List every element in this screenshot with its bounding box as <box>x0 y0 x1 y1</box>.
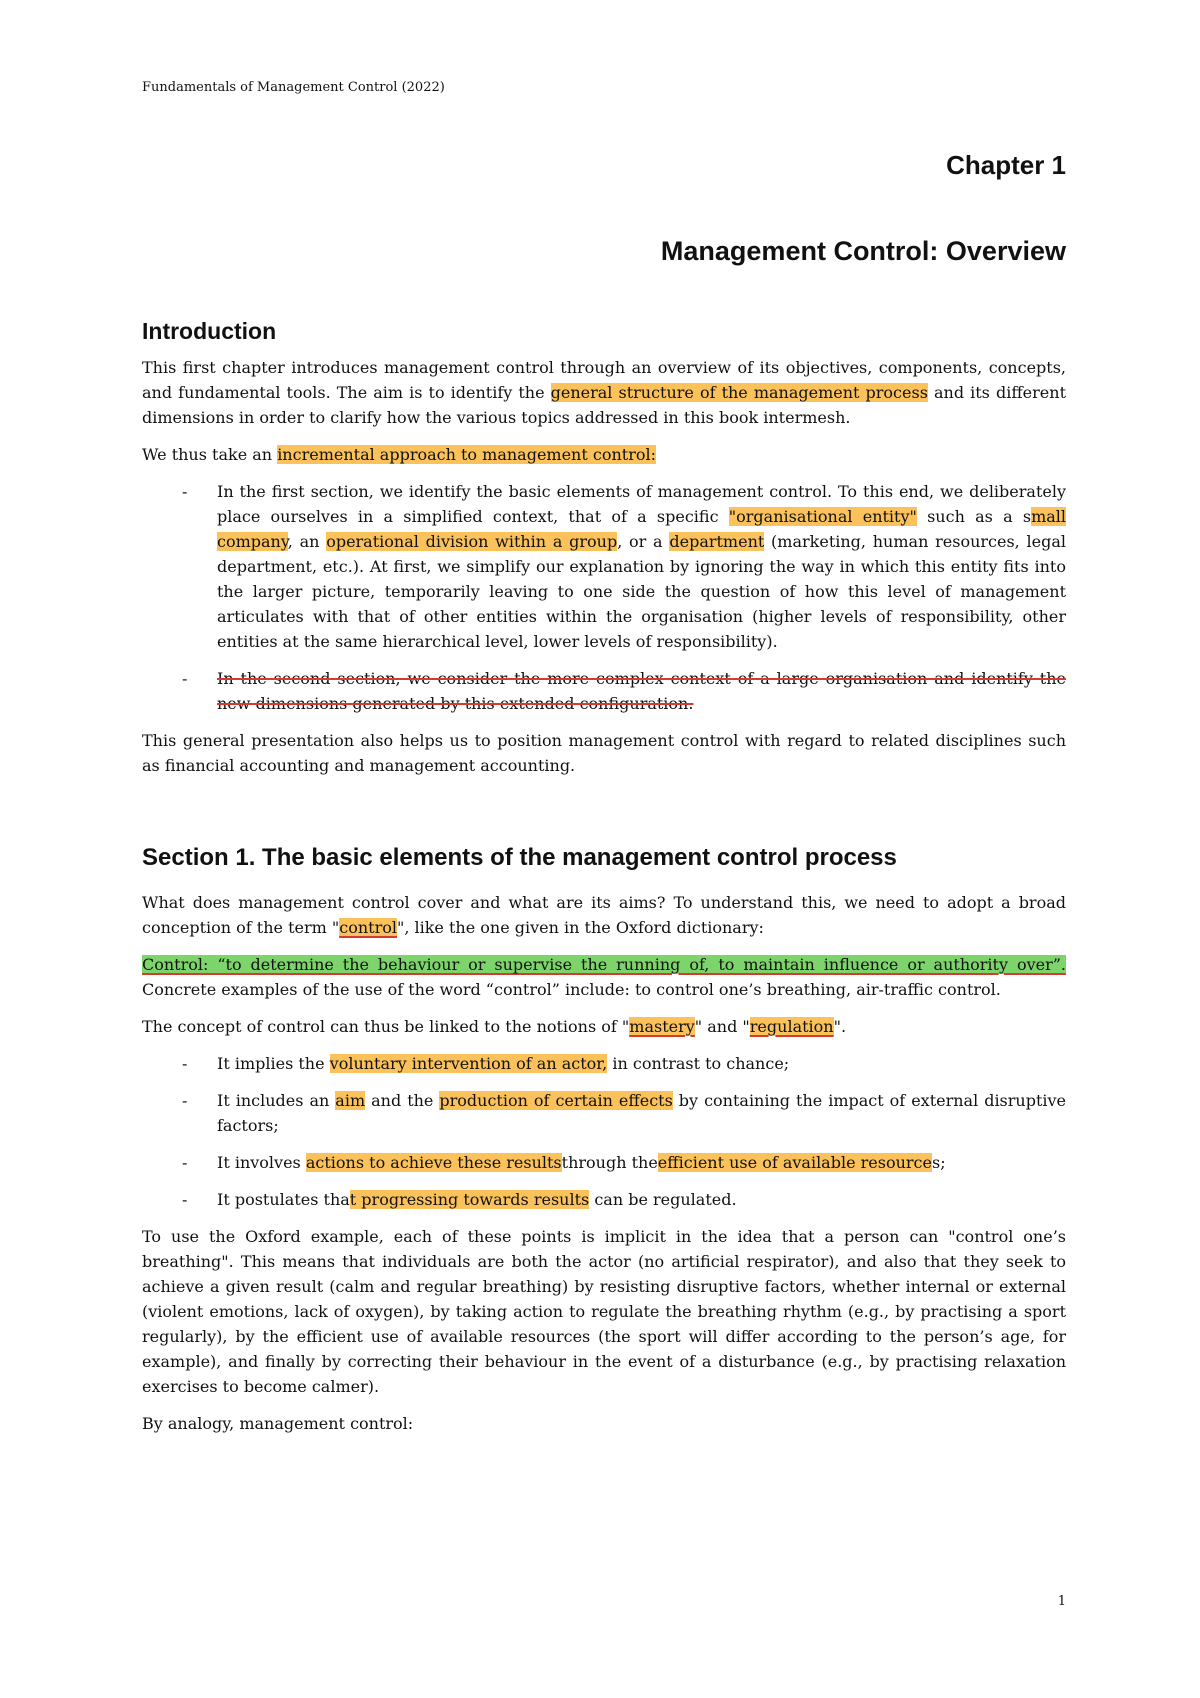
text-run: It involves <box>217 1153 306 1172</box>
highlight: department <box>669 532 765 551</box>
text-run: " and " <box>694 1017 750 1036</box>
text-run: s; <box>931 1153 946 1172</box>
dash-bullet: - <box>182 1091 188 1110</box>
text-run: such as a s <box>916 507 1032 526</box>
text-run: through the <box>561 1153 658 1172</box>
page-number: 1 <box>1057 1594 1066 1609</box>
dash-bullet: - <box>182 669 188 688</box>
text-run: ", like the one given in the Oxford dictionary: <box>396 918 764 937</box>
highlight: actions to achieve these results <box>305 1153 562 1172</box>
highlight: production of certain effects <box>439 1091 673 1110</box>
text-run: and the <box>365 1091 440 1110</box>
intro-paragraph-2 <box>142 442 1066 467</box>
dash-bullet: - <box>182 482 188 501</box>
intro-bullet-list <box>142 479 1066 716</box>
dash-bullet: - <box>182 1153 188 1172</box>
dash-bullet: - <box>182 1054 188 1073</box>
highlight: aim <box>335 1091 366 1110</box>
running-header: Fundamentals of Management Control (2022) <box>142 80 445 95</box>
text-run: It postulates tha <box>217 1190 350 1209</box>
dash-bullet: - <box>182 1190 188 1209</box>
green-highlight: Control: “to determine the behaviour or supervise the running of, to maintain influence or authority over”. <box>142 955 1066 974</box>
highlight: "organisational entity" <box>728 507 917 526</box>
text-run: ". <box>833 1017 847 1036</box>
text-run: by containing the impact of external disruptive factors; <box>217 1091 1067 1135</box>
text-run: In the first section, we identify the basic elements of management control. To this end, we deliberately place ourselves in a simplified context, that of a specific <box>217 482 1066 526</box>
text-run: can be regulated. <box>589 1190 737 1209</box>
text-run: It includes an <box>217 1091 336 1110</box>
highlight: t progressing towards results <box>349 1190 590 1209</box>
list-item <box>142 1051 1066 1076</box>
highlight: control <box>339 918 397 937</box>
definition-paragraph <box>142 952 1066 1002</box>
section-bullet-list <box>142 1051 1066 1212</box>
highlight: incremental approach to management control: <box>277 445 656 464</box>
highlight: mastery <box>629 1017 695 1036</box>
list-item <box>142 479 1066 654</box>
highlight: operational division within a group <box>326 532 618 551</box>
highlight: efficient use of available resource <box>657 1153 932 1172</box>
section-paragraph-1 <box>142 890 1066 940</box>
highlight: mall company <box>217 507 1067 551</box>
introduction-heading: Introduction <box>142 318 277 344</box>
text-run: , an <box>287 532 327 551</box>
text-run: and its different dimensions in order to clarify how the various topics addressed in this book intermesh. <box>142 383 1067 427</box>
text-run: What does management control cover and what are its aims? To understand this, we need to adopt a broad conception of the term " <box>142 893 1066 937</box>
text-run: It implies the <box>217 1054 330 1073</box>
highlight: regulation <box>749 1017 834 1036</box>
text-run: in contrast to chance; <box>607 1054 790 1073</box>
chapter-title: Management Control: Overview <box>660 236 1066 266</box>
section-1-heading: Section 1. The basic elements of the management control process <box>142 844 897 871</box>
text-run: (marketing, human resources, legal department, etc.). At first, we simplify our explanation by ignoring the way in which this entity fits into the larger picture, temporarily leaving to one side the question of how this level of management articulates with that of other entities within the organisation (higher levels of responsibility, other entities at the same hierarchical level, lower levels of responsibility). <box>217 532 1066 651</box>
text-run: Concrete examples of the use of the word “control” include: to control one’s breathing, air-traffic control. <box>142 980 1001 999</box>
list-item <box>142 1187 1066 1212</box>
text-run: The concept of control can thus be linked to the notions of " <box>142 1017 630 1036</box>
highlight: voluntary intervention of an actor, <box>329 1054 608 1073</box>
list-item <box>142 1150 1066 1175</box>
chapter-label: Chapter 1 <box>946 150 1066 180</box>
text-run: This first chapter introduces management control through an overview of its objectives, components, concepts, and fundamental tools. The aim is to identify the <box>142 358 1066 402</box>
highlight: general structure of the management process <box>550 383 928 402</box>
section-paragraph-4: By analogy, management control: <box>142 1414 414 1433</box>
text-run: We thus take an <box>142 445 278 464</box>
section-paragraph-2 <box>142 1014 1066 1039</box>
section-paragraph-3: To use the Oxford example, each of these points is implicit in the idea that a person can "control one’s breathing". This means that individuals are both the actor (no artificial respirator), and also that they seek to achieve a given result (calm and regular breathing) by resisting disruptive factors, whether internal or external (violent emotions, lack of oxygen), by taking action to regulate the breathing rhythm (e.g., by practising a sport regularly), by the efficient use of available resources (the sport will differ according to the person’s age, for example), and finally by correcting their behaviour in the event of a disturbance (e.g., by practising relaxation exercises to become calmer). <box>142 1227 1066 1396</box>
intro-paragraph-3: This general presentation also helps us to position management control with regard to related disciplines such as financial accounting and management accounting. <box>142 731 1066 775</box>
intro-paragraph-1 <box>142 355 1066 430</box>
list-item <box>142 666 1066 716</box>
body-flow <box>142 318 1066 1448</box>
list-item <box>142 1088 1066 1138</box>
text-run: , or a <box>617 532 670 551</box>
strikethrough-text: In the second section, we consider the more complex context of a large organisation and identify the new dimensions generated by this extended configuration. <box>217 669 1066 713</box>
